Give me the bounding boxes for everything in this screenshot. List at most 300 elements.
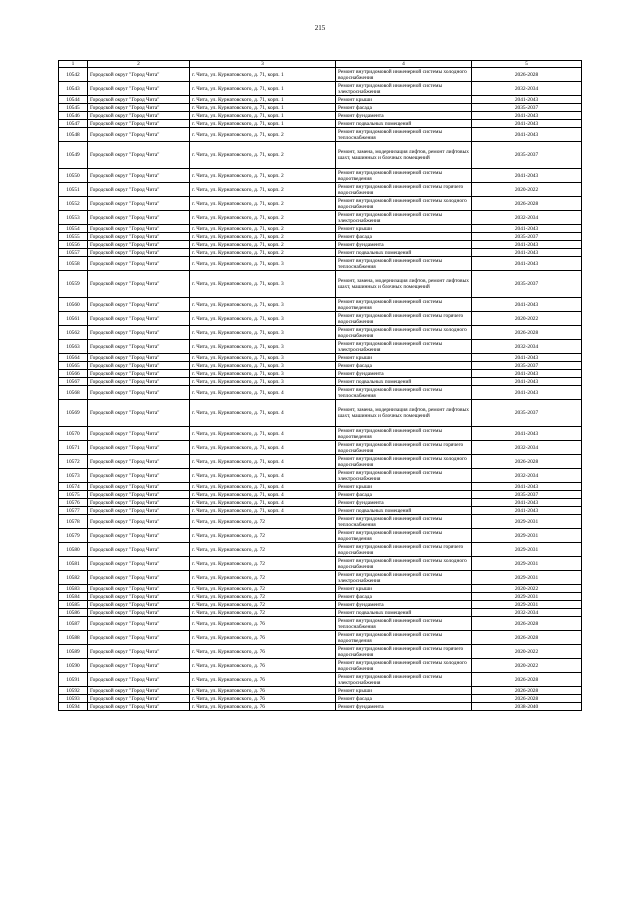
period-cell: 2029-2031 bbox=[472, 515, 582, 529]
address-cell: г. Чита, ул. Курнатовского, д. 71, корп. 3 bbox=[190, 298, 336, 312]
period-cell: 2041-2043 bbox=[472, 241, 582, 249]
table-row bbox=[59, 340, 582, 354]
row-number-cell: 10554 bbox=[59, 225, 88, 233]
municipality-cell: Городской округ "Город Чита" bbox=[88, 543, 190, 557]
row-number-cell: 10549 bbox=[59, 142, 88, 169]
municipality-cell: Городской округ "Город Чита" bbox=[88, 593, 190, 601]
row-number-cell: 10594 bbox=[59, 703, 88, 711]
municipality-cell: Городской округ "Город Чита" bbox=[88, 183, 190, 197]
municipality-cell: Городской округ "Город Чита" bbox=[88, 128, 190, 142]
municipality-cell: Городской округ "Город Чита" bbox=[88, 491, 190, 499]
row-number-cell: 10575 bbox=[59, 491, 88, 499]
table-row bbox=[59, 104, 582, 112]
address-cell: г. Чита, ул. Курнатовского, д. 71, корп. 2 bbox=[190, 249, 336, 257]
work-type-cell: Ремонт внутридомовой инженерной системы холодного водоснабжения bbox=[336, 455, 472, 469]
table-row bbox=[59, 211, 582, 225]
work-type-cell: Ремонт фасада bbox=[336, 695, 472, 703]
row-number-cell: 10546 bbox=[59, 112, 88, 120]
municipality-cell: Городской округ "Город Чита" bbox=[88, 673, 190, 687]
table-row bbox=[59, 695, 582, 703]
period-cell: 2041-2043 bbox=[472, 386, 582, 400]
row-number-cell: 10567 bbox=[59, 378, 88, 386]
address-cell: г. Чита, ул. Курнатовского, д. 71, корп. 1 bbox=[190, 82, 336, 96]
period-cell: 2035-2037 bbox=[472, 400, 582, 427]
address-cell: г. Чита, ул. Курнатовского, д. 76 bbox=[190, 631, 336, 645]
period-cell: 2029-2031 bbox=[472, 529, 582, 543]
period-cell: 2041-2043 bbox=[472, 427, 582, 441]
address-cell: г. Чита, ул. Курнатовского, д. 71, корп. 4 bbox=[190, 491, 336, 499]
period-cell: 2032-2034 bbox=[472, 469, 582, 483]
municipality-cell: Городской округ "Город Чита" bbox=[88, 483, 190, 491]
address-cell: г. Чита, ул. Курнатовского, д. 71, корп. 4 bbox=[190, 386, 336, 400]
work-type-cell: Ремонт внутридомовой инженерной системы холодного водоснабжения bbox=[336, 68, 472, 82]
column-number-row bbox=[59, 61, 582, 68]
period-cell: 2029-2031 bbox=[472, 601, 582, 609]
period-cell: 2041-2043 bbox=[472, 128, 582, 142]
address-cell: г. Чита, ул. Курнатовского, д. 71, корп. 1 bbox=[190, 104, 336, 112]
period-cell: 2020-2022 bbox=[472, 659, 582, 673]
work-type-cell: Ремонт внутридомовой инженерной системы водоотведения bbox=[336, 529, 472, 543]
table-row bbox=[59, 183, 582, 197]
period-cell: 2041-2043 bbox=[472, 298, 582, 312]
municipality-cell: Городской округ "Город Чита" bbox=[88, 441, 190, 455]
row-number-cell: 10588 bbox=[59, 631, 88, 645]
period-cell: 2032-2034 bbox=[472, 82, 582, 96]
table-row bbox=[59, 326, 582, 340]
row-number-cell: 10582 bbox=[59, 571, 88, 585]
row-number-cell: 10592 bbox=[59, 687, 88, 695]
municipality-cell: Городской округ "Город Чита" bbox=[88, 241, 190, 249]
address-cell: г. Чита, ул. Курнатовского, д. 72 bbox=[190, 557, 336, 571]
period-cell: 2041-2043 bbox=[472, 169, 582, 183]
row-number-cell: 10569 bbox=[59, 400, 88, 427]
municipality-cell: Городской округ "Город Чита" bbox=[88, 507, 190, 515]
table-row bbox=[59, 703, 582, 711]
work-type-cell: Ремонт крыши bbox=[336, 354, 472, 362]
column-header: 2 bbox=[88, 61, 190, 68]
municipality-cell: Городской округ "Город Чита" bbox=[88, 82, 190, 96]
address-cell: г. Чита, ул. Курнатовского, д. 76 bbox=[190, 659, 336, 673]
table-row bbox=[59, 298, 582, 312]
period-cell: 2020-2022 bbox=[472, 645, 582, 659]
table-row bbox=[59, 169, 582, 183]
row-number-cell: 10577 bbox=[59, 507, 88, 515]
row-number-cell: 10566 bbox=[59, 370, 88, 378]
address-cell: г. Чита, ул. Курнатовского, д. 71, корп. 4 bbox=[190, 455, 336, 469]
period-cell: 2026-2028 bbox=[472, 673, 582, 687]
municipality-cell: Городской округ "Город Чита" bbox=[88, 609, 190, 617]
municipality-cell: Городской округ "Город Чита" bbox=[88, 687, 190, 695]
address-cell: г. Чита, ул. Курнатовского, д. 71, корп. 3 bbox=[190, 354, 336, 362]
work-type-cell: Ремонт фасада bbox=[336, 233, 472, 241]
address-cell: г. Чита, ул. Курнатовского, д. 71, корп. 2 bbox=[190, 142, 336, 169]
address-cell: г. Чита, ул. Курнатовского, д. 71, корп. 2 bbox=[190, 128, 336, 142]
address-cell: г. Чита, ул. Курнатовского, д. 71, корп. 3 bbox=[190, 340, 336, 354]
period-cell: 2035-2037 bbox=[472, 104, 582, 112]
work-type-cell: Ремонт крыши bbox=[336, 585, 472, 593]
address-cell: г. Чита, ул. Курнатовского, д. 72 bbox=[190, 609, 336, 617]
work-type-cell: Ремонт внутридомовой инженерной системы водоотведения bbox=[336, 169, 472, 183]
column-header: 3 bbox=[190, 61, 336, 68]
work-type-cell: Ремонт внутридомовой инженерной системы электроснабжения bbox=[336, 340, 472, 354]
table-row bbox=[59, 659, 582, 673]
work-type-cell: Ремонт подвальных помещений bbox=[336, 378, 472, 386]
address-cell: г. Чита, ул. Курнатовского, д. 71, корп. 3 bbox=[190, 271, 336, 298]
municipality-cell: Городской округ "Город Чита" bbox=[88, 370, 190, 378]
municipality-cell: Городской округ "Город Чита" bbox=[88, 211, 190, 225]
table-row bbox=[59, 400, 582, 427]
table-row bbox=[59, 491, 582, 499]
period-cell: 2026-2028 bbox=[472, 687, 582, 695]
municipality-cell: Городской округ "Город Чита" bbox=[88, 312, 190, 326]
address-cell: г. Чита, ул. Курнатовского, д. 71, корп. 2 bbox=[190, 211, 336, 225]
table-row bbox=[59, 225, 582, 233]
table-row bbox=[59, 617, 582, 631]
address-cell: г. Чита, ул. Курнатовского, д. 76 bbox=[190, 703, 336, 711]
period-cell: 2026-2028 bbox=[472, 695, 582, 703]
work-type-cell: Ремонт внутридомовой инженерной системы холодного водоснабжения bbox=[336, 557, 472, 571]
row-number-cell: 10542 bbox=[59, 68, 88, 82]
work-type-cell: Ремонт внутридомовой инженерной системы горячего водоснабжения bbox=[336, 543, 472, 557]
table-row bbox=[59, 543, 582, 557]
municipality-cell: Городской округ "Город Чита" bbox=[88, 529, 190, 543]
table-row bbox=[59, 529, 582, 543]
municipality-cell: Городской округ "Город Чита" bbox=[88, 354, 190, 362]
period-cell: 2026-2028 bbox=[472, 617, 582, 631]
row-number-cell: 10561 bbox=[59, 312, 88, 326]
period-cell: 2041-2043 bbox=[472, 378, 582, 386]
work-type-cell: Ремонт внутридомовой инженерной системы электроснабжения bbox=[336, 673, 472, 687]
row-number-cell: 10580 bbox=[59, 543, 88, 557]
address-cell: г. Чита, ул. Курнатовского, д. 72 bbox=[190, 601, 336, 609]
row-number-cell: 10576 bbox=[59, 499, 88, 507]
work-type-cell: Ремонт внутридомовой инженерной системы горячего водоснабжения bbox=[336, 312, 472, 326]
municipality-cell: Городской округ "Город Чита" bbox=[88, 659, 190, 673]
work-type-cell: Ремонт фундамента bbox=[336, 703, 472, 711]
address-cell: г. Чита, ул. Курнатовского, д. 71, корп. 2 bbox=[190, 233, 336, 241]
municipality-cell: Городской округ "Город Чита" bbox=[88, 233, 190, 241]
work-type-cell: Ремонт подвальных помещений bbox=[336, 120, 472, 128]
period-cell: 2026-2028 bbox=[472, 68, 582, 82]
work-type-cell: Ремонт фасада bbox=[336, 104, 472, 112]
work-type-cell: Ремонт подвальных помещений bbox=[336, 249, 472, 257]
row-number-cell: 10590 bbox=[59, 659, 88, 673]
period-cell: 2026-2028 bbox=[472, 197, 582, 211]
table-row bbox=[59, 120, 582, 128]
row-number-cell: 10548 bbox=[59, 128, 88, 142]
address-cell: г. Чита, ул. Курнатовского, д. 71, корп. 3 bbox=[190, 362, 336, 370]
work-type-cell: Ремонт, замена, модернизация лифтов, ремонт лифтовых шахт, машинных и блочных помещений bbox=[336, 400, 472, 427]
municipality-cell: Городской округ "Город Чита" bbox=[88, 112, 190, 120]
work-type-cell: Ремонт внутридомовой инженерной системы водоотведения bbox=[336, 631, 472, 645]
period-cell: 2035-2037 bbox=[472, 271, 582, 298]
table-row bbox=[59, 362, 582, 370]
table-row bbox=[59, 507, 582, 515]
municipality-cell: Городской округ "Город Чита" bbox=[88, 271, 190, 298]
address-cell: г. Чита, ул. Курнатовского, д. 71, корп. 2 bbox=[190, 225, 336, 233]
row-number-cell: 10556 bbox=[59, 241, 88, 249]
address-cell: г. Чита, ул. Курнатовского, д. 72 bbox=[190, 593, 336, 601]
table-row bbox=[59, 271, 582, 298]
address-cell: г. Чита, ул. Курнатовского, д. 76 bbox=[190, 645, 336, 659]
work-type-cell: Ремонт внутридомовой инженерной системы электроснабжения bbox=[336, 571, 472, 585]
work-type-cell: Ремонт фундамента bbox=[336, 601, 472, 609]
municipality-cell: Городской округ "Город Чита" bbox=[88, 571, 190, 585]
work-type-cell: Ремонт крыши bbox=[336, 96, 472, 104]
work-type-cell: Ремонт внутридомовой инженерной системы электроснабжения bbox=[336, 469, 472, 483]
municipality-cell: Городской округ "Город Чита" bbox=[88, 197, 190, 211]
table-row bbox=[59, 378, 582, 386]
address-cell: г. Чита, ул. Курнатовского, д. 72 bbox=[190, 529, 336, 543]
address-cell: г. Чита, ул. Курнатовского, д. 76 bbox=[190, 687, 336, 695]
municipality-cell: Городской округ "Город Чита" bbox=[88, 617, 190, 631]
row-number-cell: 10563 bbox=[59, 340, 88, 354]
work-type-cell: Ремонт фасада bbox=[336, 593, 472, 601]
municipality-cell: Городской округ "Город Чита" bbox=[88, 455, 190, 469]
address-cell: г. Чита, ул. Курнатовского, д. 76 bbox=[190, 695, 336, 703]
address-cell: г. Чита, ул. Курнатовского, д. 72 bbox=[190, 543, 336, 557]
column-header: 5 bbox=[472, 61, 582, 68]
work-type-cell: Ремонт внутридомовой инженерной системы горячего водоснабжения bbox=[336, 441, 472, 455]
table-row bbox=[59, 601, 582, 609]
address-cell: г. Чита, ул. Курнатовского, д. 71, корп. 1 bbox=[190, 68, 336, 82]
table-row bbox=[59, 386, 582, 400]
column-header: 4 bbox=[336, 61, 472, 68]
table-row bbox=[59, 469, 582, 483]
municipality-cell: Городской округ "Город Чита" bbox=[88, 68, 190, 82]
period-cell: 2029-2031 bbox=[472, 543, 582, 557]
row-number-cell: 10552 bbox=[59, 197, 88, 211]
address-cell: г. Чита, ул. Курнатовского, д. 76 bbox=[190, 617, 336, 631]
address-cell: г. Чита, ул. Курнатовского, д. 72 bbox=[190, 585, 336, 593]
period-cell: 2020-2022 bbox=[472, 312, 582, 326]
period-cell: 2035-2037 bbox=[472, 233, 582, 241]
capital-repair-table bbox=[58, 60, 582, 711]
address-cell: г. Чита, ул. Курнатовского, д. 72 bbox=[190, 571, 336, 585]
address-cell: г. Чита, ул. Курнатовского, д. 72 bbox=[190, 515, 336, 529]
work-type-cell: Ремонт внутридомовой инженерной системы электроснабжения bbox=[336, 82, 472, 96]
work-type-cell: Ремонт внутридомовой инженерной системы электроснабжения bbox=[336, 211, 472, 225]
work-type-cell: Ремонт внутридомовой инженерной системы теплоснабжения bbox=[336, 617, 472, 631]
work-type-cell: Ремонт фундамента bbox=[336, 499, 472, 507]
table-row bbox=[59, 673, 582, 687]
work-type-cell: Ремонт фундамента bbox=[336, 241, 472, 249]
address-cell: г. Чита, ул. Курнатовского, д. 71, корп. 4 bbox=[190, 441, 336, 455]
work-type-cell: Ремонт внутридомовой инженерной системы теплоснабжения bbox=[336, 515, 472, 529]
municipality-cell: Городской округ "Город Чита" bbox=[88, 695, 190, 703]
period-cell: 2020-2022 bbox=[472, 183, 582, 197]
period-cell: 2032-2034 bbox=[472, 609, 582, 617]
row-number-cell: 10558 bbox=[59, 257, 88, 271]
row-number-cell: 10583 bbox=[59, 585, 88, 593]
column-header: 1 bbox=[59, 61, 88, 68]
period-cell: 2029-2031 bbox=[472, 557, 582, 571]
row-number-cell: 10547 bbox=[59, 120, 88, 128]
municipality-cell: Городской округ "Город Чита" bbox=[88, 169, 190, 183]
table-row bbox=[59, 68, 582, 82]
work-type-cell: Ремонт внутридомовой инженерной системы холодного водоснабжения bbox=[336, 326, 472, 340]
period-cell: 2041-2043 bbox=[472, 370, 582, 378]
municipality-cell: Городской округ "Город Чита" bbox=[88, 601, 190, 609]
work-type-cell: Ремонт, замена, модернизация лифтов, ремонт лифтовых шахт, машинных и блочных помещений bbox=[336, 271, 472, 298]
period-cell: 2032-2034 bbox=[472, 340, 582, 354]
row-number-cell: 10572 bbox=[59, 455, 88, 469]
row-number-cell: 10584 bbox=[59, 593, 88, 601]
address-cell: г. Чита, ул. Курнатовского, д. 71, корп. 2 bbox=[190, 183, 336, 197]
row-number-cell: 10568 bbox=[59, 386, 88, 400]
table-row bbox=[59, 593, 582, 601]
municipality-cell: Городской округ "Город Чита" bbox=[88, 469, 190, 483]
row-number-cell: 10543 bbox=[59, 82, 88, 96]
table-row bbox=[59, 441, 582, 455]
row-number-cell: 10585 bbox=[59, 601, 88, 609]
row-number-cell: 10544 bbox=[59, 96, 88, 104]
municipality-cell: Городской округ "Город Чита" bbox=[88, 96, 190, 104]
address-cell: г. Чита, ул. Курнатовского, д. 71, корп. 2 bbox=[190, 241, 336, 249]
row-number-cell: 10571 bbox=[59, 441, 88, 455]
municipality-cell: Городской округ "Город Чита" bbox=[88, 585, 190, 593]
municipality-cell: Городской округ "Город Чита" bbox=[88, 257, 190, 271]
work-type-cell: Ремонт внутридомовой инженерной системы горячего водоснабжения bbox=[336, 645, 472, 659]
address-cell: г. Чита, ул. Курнатовского, д. 71, корп. 4 bbox=[190, 427, 336, 441]
work-type-cell: Ремонт фундамента bbox=[336, 370, 472, 378]
row-number-cell: 10587 bbox=[59, 617, 88, 631]
period-cell: 2041-2043 bbox=[472, 507, 582, 515]
municipality-cell: Городской округ "Город Чита" bbox=[88, 386, 190, 400]
table-row bbox=[59, 312, 582, 326]
work-type-cell: Ремонт фасада bbox=[336, 362, 472, 370]
municipality-cell: Городской округ "Город Чита" bbox=[88, 631, 190, 645]
period-cell: 2035-2037 bbox=[472, 142, 582, 169]
work-type-cell: Ремонт крыши bbox=[336, 687, 472, 695]
work-type-cell: Ремонт внутридомовой инженерной системы холодного водоснабжения bbox=[336, 659, 472, 673]
municipality-cell: Городской округ "Город Чита" bbox=[88, 104, 190, 112]
address-cell: г. Чита, ул. Курнатовского, д. 71, корп. 2 bbox=[190, 197, 336, 211]
period-cell: 2032-2034 bbox=[472, 211, 582, 225]
table-row bbox=[59, 142, 582, 169]
row-number-cell: 10559 bbox=[59, 271, 88, 298]
table-row bbox=[59, 585, 582, 593]
address-cell: г. Чита, ул. Курнатовского, д. 71, корп. 3 bbox=[190, 378, 336, 386]
row-number-cell: 10586 bbox=[59, 609, 88, 617]
table-row bbox=[59, 483, 582, 491]
period-cell: 2041-2043 bbox=[472, 120, 582, 128]
row-number-cell: 10551 bbox=[59, 183, 88, 197]
work-type-cell: Ремонт подвальных помещений bbox=[336, 507, 472, 515]
period-cell: 2026-2028 bbox=[472, 631, 582, 645]
table-row bbox=[59, 631, 582, 645]
address-cell: г. Чита, ул. Курнатовского, д. 71, корп. 1 bbox=[190, 112, 336, 120]
address-cell: г. Чита, ул. Курнатовского, д. 76 bbox=[190, 673, 336, 687]
table-row bbox=[59, 571, 582, 585]
row-number-cell: 10553 bbox=[59, 211, 88, 225]
row-number-cell: 10557 bbox=[59, 249, 88, 257]
municipality-cell: Городской округ "Город Чита" bbox=[88, 225, 190, 233]
address-cell: г. Чита, ул. Курнатовского, д. 71, корп. 3 bbox=[190, 370, 336, 378]
period-cell: 2041-2043 bbox=[472, 96, 582, 104]
work-type-cell: Ремонт внутридомовой инженерной системы холодного водоснабжения bbox=[336, 197, 472, 211]
municipality-cell: Городской округ "Город Чита" bbox=[88, 378, 190, 386]
table-row bbox=[59, 128, 582, 142]
work-type-cell: Ремонт подвальных помещений bbox=[336, 609, 472, 617]
table-row bbox=[59, 354, 582, 362]
row-number-cell: 10593 bbox=[59, 695, 88, 703]
address-cell: г. Чита, ул. Курнатовского, д. 71, корп. 3 bbox=[190, 326, 336, 340]
period-cell: 2041-2043 bbox=[472, 249, 582, 257]
address-cell: г. Чита, ул. Курнатовского, д. 71, корп. 4 bbox=[190, 507, 336, 515]
period-cell: 2026-2028 bbox=[472, 326, 582, 340]
table-row bbox=[59, 609, 582, 617]
period-cell: 2029-2031 bbox=[472, 571, 582, 585]
page-number: 215 bbox=[314, 24, 326, 32]
address-cell: г. Чита, ул. Курнатовского, д. 71, корп. 4 bbox=[190, 499, 336, 507]
municipality-cell: Городской округ "Город Чита" bbox=[88, 340, 190, 354]
work-type-cell: Ремонт внутридомовой инженерной системы водоотведения bbox=[336, 298, 472, 312]
table-row bbox=[59, 82, 582, 96]
row-number-cell: 10555 bbox=[59, 233, 88, 241]
work-type-cell: Ремонт крыши bbox=[336, 483, 472, 491]
table-row bbox=[59, 257, 582, 271]
row-number-cell: 10550 bbox=[59, 169, 88, 183]
work-type-cell: Ремонт внутридомовой инженерной системы теплоснабжения bbox=[336, 386, 472, 400]
municipality-cell: Городской округ "Город Чита" bbox=[88, 703, 190, 711]
period-cell: 2035-2037 bbox=[472, 362, 582, 370]
period-cell: 2029-2031 bbox=[472, 593, 582, 601]
row-number-cell: 10581 bbox=[59, 557, 88, 571]
work-type-cell: Ремонт внутридомовой инженерной системы теплоснабжения bbox=[336, 128, 472, 142]
row-number-cell: 10565 bbox=[59, 362, 88, 370]
row-number-cell: 10579 bbox=[59, 529, 88, 543]
row-number-cell: 10562 bbox=[59, 326, 88, 340]
row-number-cell: 10570 bbox=[59, 427, 88, 441]
period-cell: 2041-2043 bbox=[472, 112, 582, 120]
municipality-cell: Городской округ "Город Чита" bbox=[88, 249, 190, 257]
table-row bbox=[59, 233, 582, 241]
work-type-cell: Ремонт фундамента bbox=[336, 112, 472, 120]
municipality-cell: Городской округ "Город Чита" bbox=[88, 557, 190, 571]
municipality-cell: Городской округ "Город Чита" bbox=[88, 120, 190, 128]
address-cell: г. Чита, ул. Курнатовского, д. 71, корп. 3 bbox=[190, 312, 336, 326]
municipality-cell: Городской округ "Город Чита" bbox=[88, 515, 190, 529]
period-cell: 2041-2043 bbox=[472, 257, 582, 271]
municipality-cell: Городской округ "Город Чита" bbox=[88, 645, 190, 659]
period-cell: 2041-2043 bbox=[472, 225, 582, 233]
municipality-cell: Городской округ "Город Чита" bbox=[88, 499, 190, 507]
row-number-cell: 10573 bbox=[59, 469, 88, 483]
table-row bbox=[59, 645, 582, 659]
period-cell: 2041-2043 bbox=[472, 483, 582, 491]
table-row bbox=[59, 557, 582, 571]
address-cell: г. Чита, ул. Курнатовского, д. 71, корп. 3 bbox=[190, 257, 336, 271]
municipality-cell: Городской округ "Город Чита" bbox=[88, 427, 190, 441]
address-cell: г. Чита, ул. Курнатовского, д. 71, корп. 4 bbox=[190, 400, 336, 427]
address-cell: г. Чита, ул. Курнатовского, д. 71, корп. 1 bbox=[190, 96, 336, 104]
table-row bbox=[59, 499, 582, 507]
address-cell: г. Чита, ул. Курнатовского, д. 71, корп. 4 bbox=[190, 469, 336, 483]
row-number-cell: 10589 bbox=[59, 645, 88, 659]
row-number-cell: 10545 bbox=[59, 104, 88, 112]
period-cell: 2041-2043 bbox=[472, 499, 582, 507]
work-type-cell: Ремонт фасада bbox=[336, 491, 472, 499]
municipality-cell: Городской округ "Город Чита" bbox=[88, 400, 190, 427]
table-row bbox=[59, 515, 582, 529]
work-type-cell: Ремонт внутридомовой инженерной системы теплоснабжения bbox=[336, 257, 472, 271]
row-number-cell: 10578 bbox=[59, 515, 88, 529]
table-row bbox=[59, 197, 582, 211]
row-number-cell: 10564 bbox=[59, 354, 88, 362]
period-cell: 2041-2043 bbox=[472, 354, 582, 362]
row-number-cell: 10591 bbox=[59, 673, 88, 687]
